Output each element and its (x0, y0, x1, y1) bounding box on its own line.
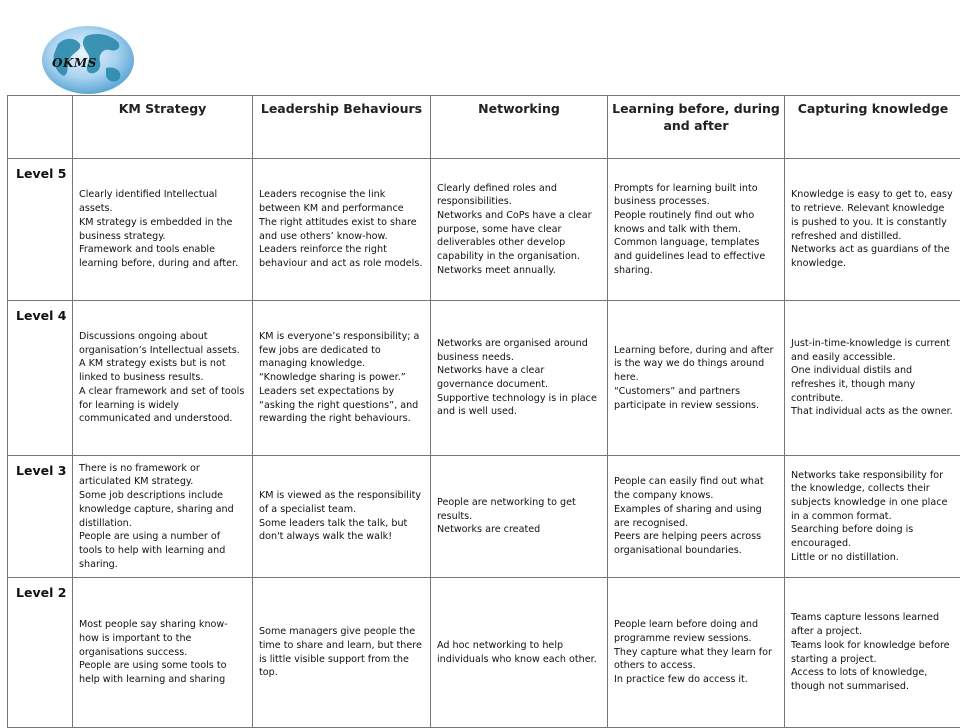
cell-networking (431, 456, 608, 578)
cell-text: Networks and CoPs have a clear purpose, some have clear deliverables other develop capability in the organisation. (437, 209, 601, 264)
cell-text: Framework and tools enable learning before, during and after. (79, 243, 246, 270)
logo-text: OKMS (52, 56, 97, 70)
level-label: Level 5 (8, 159, 73, 301)
cell-km-strategy (73, 301, 253, 456)
cell-capturing (785, 456, 960, 578)
cell-learning (608, 578, 785, 728)
cell-km-strategy (73, 456, 253, 578)
cell-text: Supportive technology is in place and is well used. (437, 392, 601, 419)
cell-text: Searching before doing is encouraged. (791, 523, 955, 550)
cell-capturing (785, 301, 960, 456)
level-label: Level 4 (8, 301, 73, 456)
cell-text: Leaders recognise the link between KM and performance (259, 188, 424, 215)
cell-text: Leaders reinforce the right behaviour and act as role models. (259, 243, 424, 270)
cell-text: People are using a number of tools to help with learning and sharing. (79, 530, 246, 571)
cell-text: Knowledge is easy to get to, easy to retrieve. Relevant knowledge is pushed to you. It is constantly refreshed and distilled. (791, 188, 955, 243)
cell-text: Networks are organised around business needs. (437, 337, 601, 364)
cell-leadership (253, 456, 431, 578)
cell-networking (431, 578, 608, 728)
cell-text: Common language, templates and guidelines lead to effective sharing. (614, 236, 778, 277)
km-maturity-table (7, 95, 960, 728)
cell-text: Clearly identified Intellectual assets. (79, 188, 246, 215)
header-row (8, 96, 960, 159)
cell-text: The right attitudes exist to share and use others’ know-how. (259, 216, 424, 243)
cell-text: People learn before doing and programme review sessions. (614, 618, 778, 645)
cell-text: That individual acts as the owner. (791, 405, 955, 419)
cell-text: “Customers” and partners participate in review sessions. (614, 385, 778, 412)
cell-text: Little or no distillation. (791, 551, 955, 565)
cell-text: Some managers give people the time to share and learn, but there is little visible support from the top. (259, 625, 424, 680)
cell-text: People are networking to get results. (437, 496, 601, 523)
cell-text: They capture what they learn for others to access. (614, 646, 778, 673)
cell-text: Teams look for knowledge before starting a project. (791, 639, 955, 666)
cell-networking (431, 301, 608, 456)
cell-text: Some leaders talk the talk, but don't always walk the walk! (259, 517, 424, 544)
cell-text: Examples of sharing and using are recognised. (614, 503, 778, 530)
cell-text: Discussions ongoing about organisation’s Intellectual assets. (79, 330, 246, 357)
cell-text: Most people say sharing know-how is important to the organisations success. (79, 618, 246, 659)
header-learning: Learning before, during and after (608, 96, 785, 159)
cell-km-strategy (73, 578, 253, 728)
cell-text: A clear framework and set of tools for learning is widely communicated and understood. (79, 385, 246, 426)
level-label: Level 2 (8, 578, 73, 728)
cell-text: Leaders set expectations by “asking the right questions”, and rewarding the right behaviours. (259, 385, 424, 426)
cell-text: KM is everyone’s responsibility; a few jobs are dedicated to managing knowledge. “Knowledge sharing is power.” (259, 330, 424, 385)
level-label: Level 3 (8, 456, 73, 578)
cell-text: Teams capture lessons learned after a project. (791, 611, 955, 638)
cell-text: Networks are created (437, 523, 601, 537)
cell-text: Just-in-time-knowledge is current and easily accessible. (791, 337, 955, 364)
cell-text: Learning before, during and after is the way we do things around here. (614, 344, 778, 385)
table-row (8, 456, 960, 578)
cell-text: One individual distils and refreshes it, though many contribute. (791, 364, 955, 405)
cell-learning (608, 159, 785, 301)
cell-learning (608, 456, 785, 578)
cell-text: KM strategy is embedded in the business strategy. (79, 216, 246, 243)
cell-text: Some job descriptions include knowledge capture, sharing and distillation. (79, 489, 246, 530)
cell-text: People are using some tools to help with learning and sharing (79, 659, 246, 686)
cell-text: Networks meet annually. (437, 264, 601, 278)
cell-networking (431, 159, 608, 301)
cell-leadership (253, 159, 431, 301)
cell-text: People can easily find out what the company knows. (614, 475, 778, 502)
cell-leadership (253, 301, 431, 456)
table-row (8, 159, 960, 301)
table-row (8, 578, 960, 728)
cell-text: A KM strategy exists but is not linked to business results. (79, 357, 246, 384)
header-leadership: Leadership Behaviours (253, 96, 431, 159)
cell-text: Prompts for learning built into business processes. (614, 182, 778, 209)
cell-text: Access to lots of knowledge, though not summarised. (791, 666, 955, 693)
cell-text: People routinely find out who knows and talk with them. (614, 209, 778, 236)
cell-text: Networks take responsibility for the knowledge, collects their subjects knowledge in one place in a common format. (791, 469, 955, 524)
header-km-strategy: KM Strategy (73, 96, 253, 159)
cell-km-strategy (73, 159, 253, 301)
cell-text: Ad hoc networking to help individuals who know each other. (437, 639, 601, 666)
cell-text: KM is viewed as the responsibility of a specialist team. (259, 489, 424, 516)
table-row (8, 301, 960, 456)
cell-learning (608, 301, 785, 456)
cell-text: Networks act as guardians of the knowledge. (791, 243, 955, 270)
cell-capturing (785, 578, 960, 728)
header-empty (8, 96, 73, 159)
header-capturing: Capturing knowledge (785, 96, 960, 159)
cell-leadership (253, 578, 431, 728)
cell-capturing (785, 159, 960, 301)
cell-text: Networks have a clear governance document. (437, 364, 601, 391)
cell-text: Peers are helping peers across organisational boundaries. (614, 530, 778, 557)
cell-text: In practice few do access it. (614, 673, 778, 687)
header-networking: Networking (431, 96, 608, 159)
cell-text: There is no framework or articulated KM strategy. (79, 462, 246, 489)
cell-text: Clearly defined roles and responsibilities. (437, 182, 601, 209)
